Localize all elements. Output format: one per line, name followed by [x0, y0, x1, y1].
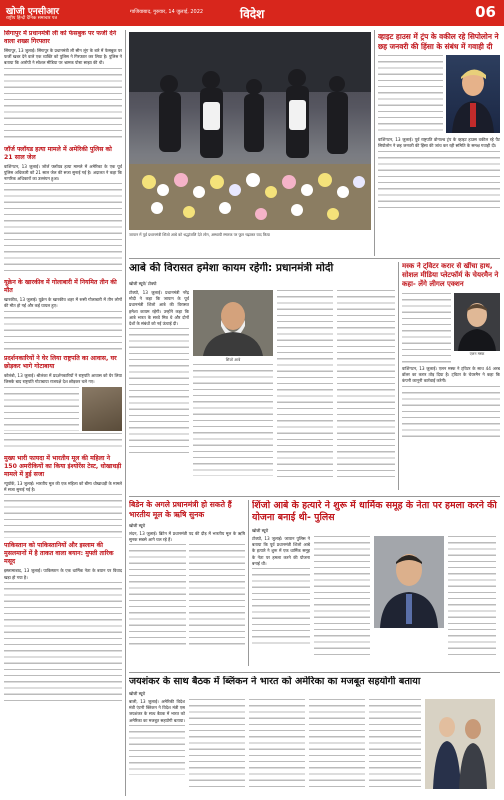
- section-title: विदेश: [240, 7, 265, 21]
- section-divider: [129, 672, 500, 673]
- headline: यूक्रेन के खारकीव में गोलाबारी में नियमित तीन की मौत: [4, 279, 117, 295]
- abe-photo: [374, 536, 444, 628]
- byline: खोजी ब्यूरो: [129, 691, 146, 696]
- modi-photo: [193, 290, 273, 356]
- story-body: न्यूयॉर्क, 13 जुलाई। भारतीय मूल की एक महिला को बीमा धोखाधड़ी के मामले में सजा सुनाई गई है।: [4, 481, 122, 493]
- byline: खोजी ब्यूरो: [252, 528, 269, 533]
- story-body: लंदन, 13 जुलाई। ब्रिटेन में प्रधानमंत्री पद की दौड़ में भारतीय मूल के ऋषि सुनक सबसे आगे चल रहे हैं।: [129, 530, 245, 542]
- story-abe-killer: [252, 500, 500, 670]
- story-floyd: [4, 146, 122, 276]
- byline: खोजी ब्यूरो: [129, 522, 146, 528]
- srilanka-photo: [82, 387, 122, 431]
- story-sunak: [129, 500, 245, 670]
- issue-date: गाजियाबाद, गुरुवार, 14 जुलाई, 2022: [130, 9, 204, 15]
- musk-portrait: [454, 293, 500, 351]
- column-divider: [125, 30, 126, 796]
- story-pakistan: [4, 542, 122, 701]
- trump-portrait: [446, 55, 500, 133]
- blinken-jaishankar-photo: [425, 699, 495, 789]
- story-body: सिंगापुर, 13 जुलाई। सिंगापुर के प्रधानमंत्री ली सीन लूंग के बारे में फेसबुक पर फर्जी खबर देने वाले एक व्यक्ति को पुलिस ने गिरफ्तार कर लिया है। पुलिस ने बताया कि आरोपी ने सोशल मीडिया पर भ्रामक पोस्ट साझा की थी।: [4, 48, 122, 66]
- story-body: कोलंबो, 13 जुलाई। श्रीलंका में प्रदर्शनकारियों ने राष्ट्रपति आवास को घेर लिया जिसके बाद राष्ट्रपति गोटाबाया राजपक्षे देश छोड़कर चले गए।: [4, 372, 122, 384]
- story-indian-woman: [4, 455, 122, 538]
- musk-photo-caption: एलन मस्क: [469, 351, 485, 356]
- story-musk: [402, 262, 500, 494]
- headline: पाकिस्तान को पाकिस्तानियों और इस्लाम की मुसलमानों में है ताकत वाला बयान: मुफ्ती तारिक मसूद: [4, 542, 114, 566]
- story-body: वाशिंगटन, 13 जुलाई। पूर्व राष्ट्रपति डोनाल्ड ट्रंप के व्हाइट हाउस वकील रहे पैट सिपोलोन ने छह जनवरी की हिंसा की जांच कर रही समिति के समक्ष गवाही दी।: [378, 137, 500, 149]
- story-body: खारकीव, 13 जुलाई। यूक्रेन के खारकीव शहर में रूसी गोलाबारी में तीन लोगों की मौत हो गई और कई घायल हुए।: [4, 297, 122, 309]
- story-body: इस्लामाबाद, 13 जुलाई। पाकिस्तान के एक धार्मिक नेता के बयान पर विवाद खड़ा हो गया है।: [4, 568, 122, 580]
- blinken-portrait: [425, 699, 495, 789]
- headline: शिंजो आबे के हत्यारे ने शुरू में धार्मिक समूह के नेता पर हमला करने की योजना बनाई थी- पुलिस: [252, 500, 497, 523]
- musk-photo: [454, 293, 500, 351]
- story-singapore: [4, 30, 122, 142]
- story-body: बाली, 13 जुलाई। अमेरिकी विदेश मंत्री एंटनी ब्लिंकन ने विदेश मंत्री एस जयशंकर के साथ बैठक में भारत को अमेरिका का मजबूत सहयोगी बताया।: [129, 699, 185, 723]
- story-body: वाशिंगटन, 13 जुलाई। एलन मस्क ने ट्विटर के साथ 44 अरब डॉलर का करार तोड़ दिया है। ट्विटर के चेयरमैन ने कहा कि कंपनी कानूनी कार्रवाई करेगी।: [402, 366, 500, 384]
- trump-photo: [446, 55, 500, 133]
- section-divider: [129, 496, 500, 497]
- story-body: टोक्यो, 13 जुलाई। जापान पुलिस ने बताया कि पूर्व प्रधानमंत्री शिंजो आबे के हत्यारे ने शुरू में एक धार्मिक समूह के नेता पर हमला करने की योजना बनाई थी।: [252, 536, 310, 566]
- headline: सिंगापुर में प्रधानमंत्री ली को फेसबुक पर फर्जी देने वाला शख्स गिरफ्तार: [4, 30, 117, 45]
- section-divider: [129, 258, 500, 259]
- byline: खोजी ब्यूरो/ टोक्यो: [129, 281, 157, 286]
- masthead: [0, 0, 504, 26]
- newspaper-tagline: राष्ट्रीय हिन्दी दैनिक समाचार पत्र: [6, 16, 57, 21]
- column-divider: [248, 500, 249, 666]
- abe-portrait: [374, 536, 444, 628]
- headline: जयशंकर के साथ बैठक में ब्लिंकन ने भारत को अमेरिका का मजबूत सहयोगी बताया: [129, 676, 421, 687]
- headline: जॉर्ज फ्लॉयड हत्या मामले में अमेरिकी पुलिस को 21 साल जेल: [4, 145, 112, 161]
- column-divider: [398, 262, 399, 490]
- left-column: [4, 30, 122, 796]
- page-number: 06: [475, 3, 496, 21]
- headline: मस्क ने ट्विटर करार से खींचा हाथ, सोशल मीडिया प्लेटफॉर्म के चेयरमैन ने कहा- लेंगे लीगल एक्शन: [402, 262, 499, 288]
- story-srilanka: [4, 355, 122, 451]
- modi-portrait: [193, 290, 273, 356]
- headline: प्रदर्शनकारियों ने घेर लिया राष्ट्रपति का आवास, घर छोड़कर भागे गोटाबाया: [4, 354, 117, 370]
- headline: व्हाइट हाउस में ट्रंप के वकील रहे सिपोलोन ने छह जनवरी की हिंसा के संबंध में गवाही दी: [378, 32, 499, 51]
- headline: मुख्य भारी फायदा में भारतीय मूल की महिला ने 150 अमरीकियों का किया इंश्योरेंस टेस्ट, धोखाधड़ी मामले में हुई सजा: [4, 455, 122, 479]
- story-body: टोक्यो, 13 जुलाई। प्रधानमंत्री नरेंद्र मोदी ने कहा कि जापान के पूर्व प्रधानमंत्री शिंजो आबे की विरासत हमेशा कायम रहेगी। उन्होंने कहा कि आबे भारत के सच्चे मित्र थे और दोनों देशों के संबंधों को नई ऊंचाई दी।: [129, 290, 189, 327]
- tribute-photo: [129, 32, 371, 230]
- story-cipollone: [378, 32, 500, 256]
- story-blinken: [129, 676, 500, 796]
- column-divider: [374, 30, 375, 256]
- story-kharkiv: [4, 279, 122, 350]
- tribute-photo-caption: जापान में पूर्व प्रधानमंत्री शिंजो आबे को श्रद्धांजलि देते लोग, अस्थायी स्मारक पर फूल चढ़ाकर याद किया: [129, 232, 270, 237]
- newspaper-logo: खोजी एनसीआर: [6, 7, 60, 17]
- main-headline: आबे की विरासत हमेशा कायम रहेगी: प्रधानमंत्री मोदी: [129, 262, 334, 274]
- modi-photo-caption: शिंजो आबे: [225, 357, 241, 362]
- story-modi: [129, 262, 395, 494]
- story-body: वाशिंगटन, 13 जुलाई। जॉर्ज फ्लॉयड हत्या मामले में अमेरिका के एक पूर्व पुलिस अधिकारी को 21 साल जेल की सजा सुनाई गई है। अदालत ने कहा कि नागरिक अधिकारों का उल्लंघन हुआ।: [4, 163, 122, 182]
- mourners-illustration: [129, 32, 371, 230]
- headline: बिडेन के अगले प्रधानमंत्री हो सकते हैं भारतीय मूल के ऋषि सुनक: [129, 500, 232, 519]
